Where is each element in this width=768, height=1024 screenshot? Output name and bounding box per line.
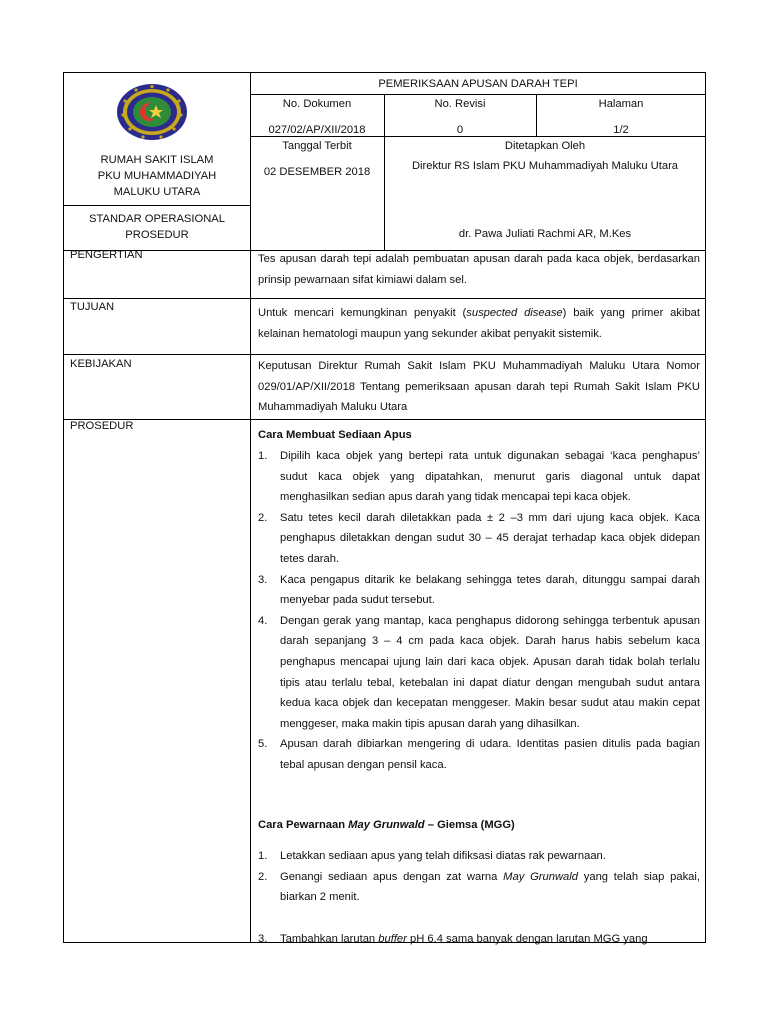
kebijakan-label: KEBIJAKAN — [70, 358, 132, 370]
cara-pewarnaan-title: Cara Pewarnaan May Grunwald – Giemsa (MGG) — [258, 819, 515, 831]
list-item: 1. Dipilih kaca objek yang bertepi rata untuk digunakan sebagai ‘kaca penghapus’ sudut kaca objek yang dipatahkan, menurut garis diagonal untuk dapat menghasilkan sedian apus darah yang tidak mencapai tepi kaca objek. — [258, 450, 700, 504]
cara-membuat-title: Cara Membuat Sediaan Apus — [258, 429, 412, 441]
hospital-name-line-2: PKU MUHAMMADIYAH — [97, 170, 217, 182]
list-item: 1. Letakkan sediaan apus yang telah difiksasi diatas rak pewarnaan. — [258, 850, 606, 862]
hospital-logo — [116, 83, 188, 141]
column-divider — [250, 73, 251, 943]
tujuan-rule — [64, 354, 706, 355]
sop-document-table — [63, 72, 706, 943]
list-item: 3. Kaca pengapus ditarik ke belakang sehingga tetes darah, ditunggu sampai darah menyebar pada sudut tersebut. — [258, 573, 700, 607]
halaman-label: Halaman — [598, 98, 644, 110]
list-item: 4. Dengan gerak yang mantap, kaca penghapus didorong sehingga terbentuk apusan darah sepanjang 3 – 4 cm pada kaca objek. Darah harus habis sebelum kaca penghapus mencapai ujung lain dari kaca objek. Apusan darah tidak bolah terlalu tipis atau terlalu tebal, ketebalan ini dapat diatur dengan mengubah sudut antara kedua kaca objek dan kecepatan menggeser. Makin besar sudut atau makin cepat menggeser, maka makin tipis apusan darah yang dihasilkan. — [258, 614, 700, 730]
prosedur-label: PROSEDUR — [70, 420, 134, 432]
tanggal-terbit-value: 02 DESEMBER 2018 — [263, 166, 371, 178]
hospital-rule — [64, 205, 251, 206]
document-title: PEMERIKSAAN APUSAN DARAH TEPI — [378, 78, 578, 90]
tujuan-text: Untuk mencari kemungkinan penyakit (suspected disease) baik yang primer akibat kelainan hematologi maupun yang sekunder akibat penyakit sistemik. — [258, 307, 700, 340]
tanggal-terbit-label: Tanggal Terbit — [282, 140, 352, 152]
pengertian-label: PENGERTIAN — [70, 249, 143, 261]
no-revisi-label: No. Revisi — [434, 98, 486, 110]
no-revisi-value: 0 — [456, 124, 464, 136]
ditetapkan-value: Direktur RS Islam PKU Muhammadiyah Maluku Utara — [411, 160, 679, 172]
hospital-name-line-1: RUMAH SAKIT ISLAM — [100, 154, 214, 166]
sop-label-line-1: STANDAR OPERASIONAL — [89, 213, 225, 225]
list-item: 3. Tambahkan larutan buffer pH 6.4 sama banyak dengan larutan MGG yang — [258, 933, 648, 945]
cara-pewarnaan-list-continued — [258, 929, 700, 950]
ditetapkan-label: Ditetapkan Oleh — [504, 140, 586, 152]
halaman-value: 1/2 — [613, 124, 629, 136]
cara-membuat-list — [258, 446, 700, 776]
signatory-name: dr. Pawa Juliati Rachmi AR, M.Kes — [458, 228, 632, 240]
list-item: 5. Apusan darah dibiarkan mengering di udara. Identitas pasien ditulis pada bagian tebal apusan dengan pensil kaca. — [258, 738, 700, 771]
no-dokumen-value: 027/02/AP/XII/2018 — [268, 124, 366, 136]
no-dokumen-label: No. Dokumen — [282, 98, 352, 110]
list-item: 2. Genangi sediaan apus dengan zat warna May Grunwald yang telah siap pakai, biarkan 2 menit. — [258, 870, 700, 904]
hospital-name-line-3: MALUKU UTARA — [113, 186, 201, 198]
sop-label-line-2: PROSEDUR — [125, 229, 189, 241]
title-rule — [250, 94, 706, 95]
pengertian-text: Tes apusan darah tepi adalah pembuatan apusan darah pada kaca objek, berdasarkan prinsip pewarnaan sifat kimiawi dalam sel. — [258, 253, 700, 286]
kebijakan-text: Keputusan Direktur Rumah Sakit Islam PKU Muhammadiyah Maluku Utara Nomor 029/01/AP/XII/2018 Tentang pemeriksaan apusan darah tepi Rumah Sakit Islam PKU Muhammadiyah Maluku Utara — [258, 360, 700, 414]
list-item: 2. Satu tetes kecil darah diletakkan pada ± 2 –3 mm dari ujung kaca objek. Kaca penghapus diletakkan dengan sudut 30 – 45 derajat terhadap kaca objek didepan tetes darah. — [258, 511, 700, 565]
pengertian-rule — [64, 298, 706, 299]
cara-pewarnaan-list — [258, 846, 700, 908]
kebijakan-rule — [64, 419, 706, 420]
tujuan-label: TUJUAN — [70, 301, 115, 313]
